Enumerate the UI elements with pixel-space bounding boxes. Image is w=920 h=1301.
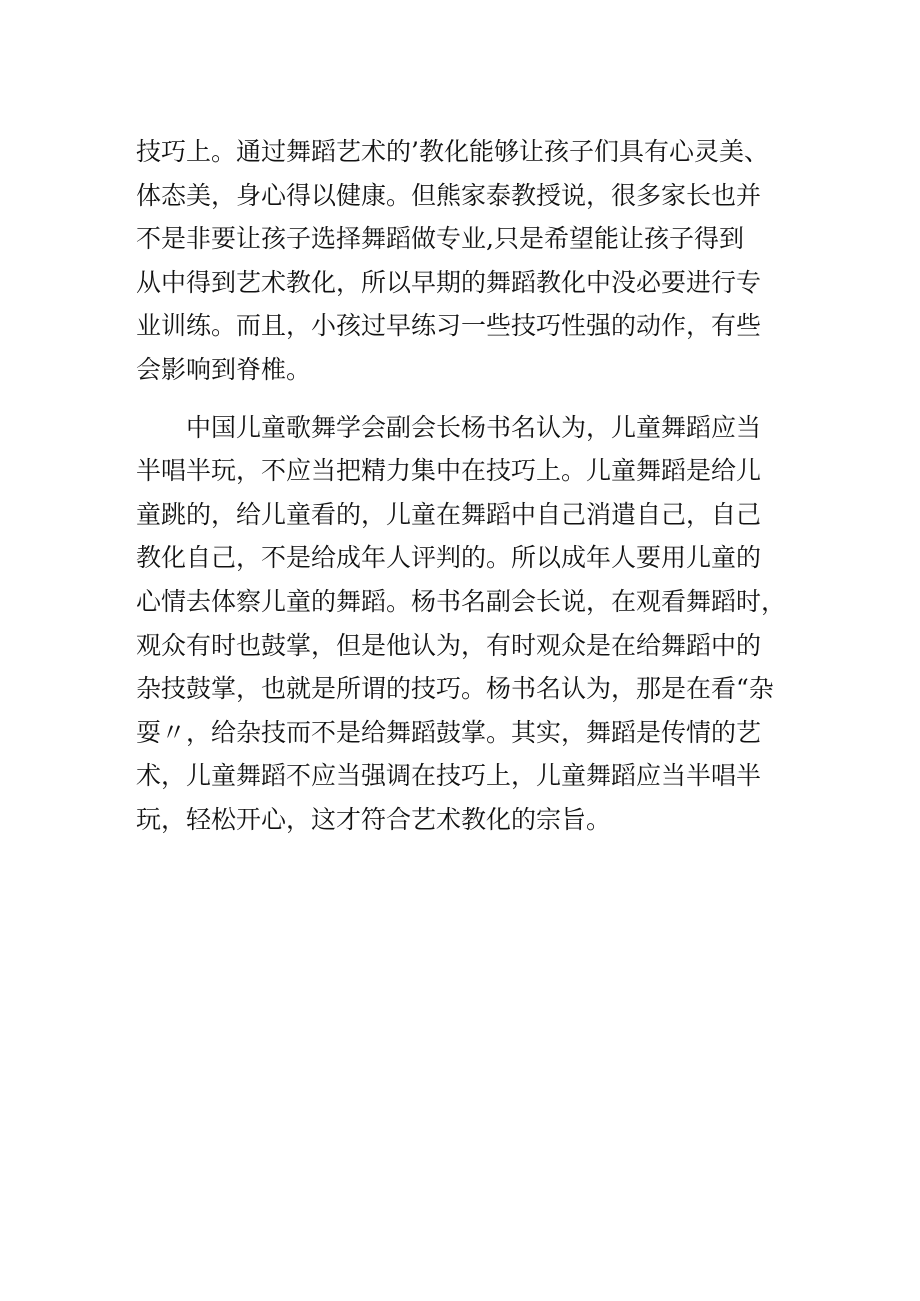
text-line: 不是非要让孩子选择舞蹈做专业,只是希望能让孩子得到 bbox=[136, 224, 744, 254]
text-line: 杂技鼓掌，也就是所谓的技巧。杨书名认为，那是在看“杂 bbox=[136, 674, 774, 704]
text-line: 会影响到脊椎。 bbox=[136, 354, 312, 384]
text-line: 教化自己，不是给成年人评判的。所以成年人要用儿童的 bbox=[136, 543, 762, 573]
text-line: 心情去体察儿童的舞蹈。杨书名副会长说，在观看舞蹈时， bbox=[136, 586, 787, 616]
paragraph-spacer bbox=[136, 392, 796, 406]
text-line: 术，儿童舞蹈不应当强调在技巧上，儿童舞蹈应当半唱半 bbox=[136, 761, 762, 791]
text-line: 业训练。而且，小孩过早练习一些技巧性强的动作，有些 bbox=[136, 311, 762, 341]
text-line: 观众有时也鼓掌，但是他认为，有时观众是在给舞蹈中的 bbox=[136, 630, 762, 660]
text-line: 玩，轻松开心，这才符合艺术教化的宗旨。 bbox=[136, 804, 612, 834]
text-line: 童跳的，给儿童看的，儿童在舞蹈中自己消遣自己，自己 bbox=[136, 499, 762, 529]
paragraph-2 bbox=[136, 406, 796, 842]
paragraph-1 bbox=[136, 130, 796, 392]
document-body bbox=[136, 130, 796, 842]
text-line: 中国儿童歌舞学会副会长杨书名认为，儿童舞蹈应当 bbox=[136, 412, 762, 442]
text-line: 技巧上。通过舞蹈艺术的’教化能够让孩子们具有心灵美、 bbox=[136, 137, 769, 166]
text-line: 从中得到艺术教化，所以早期的舞蹈教化中没必要进行专 bbox=[136, 267, 762, 297]
text-line: 体态美，身心得以健康。但熊家泰教授说，很多家长也并 bbox=[136, 180, 762, 210]
text-line: 半唱半玩，不应当把精力集中在技巧上。儿童舞蹈是给儿 bbox=[136, 456, 762, 486]
text-line: 耍〃，给杂技而不是给舞蹈鼓掌。其实，舞蹈是传情的艺 bbox=[136, 717, 762, 747]
